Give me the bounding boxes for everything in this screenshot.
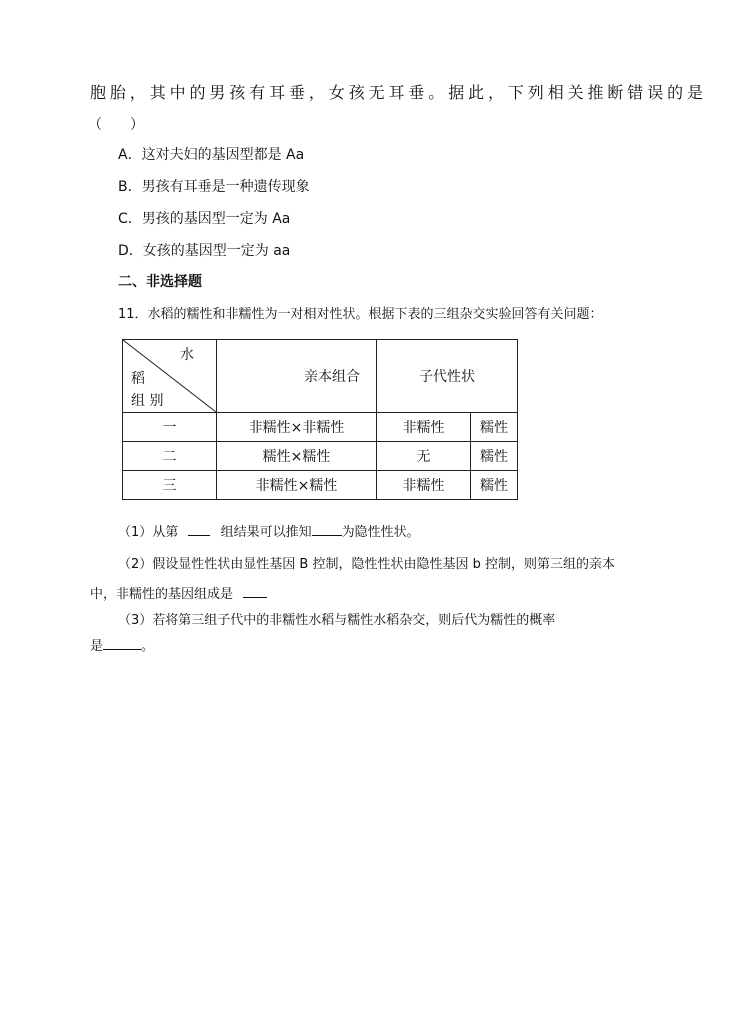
table-row [123,471,518,500]
header-offspring-traits: 子代性状 [377,340,518,413]
sub3-text-b: 。 [141,639,155,654]
q10-option-b: B．男孩有耳垂是一种遗传现象 [118,179,310,195]
group-cell: 三 [123,471,217,500]
offspring-cell: 无 [377,442,471,471]
q11-sub1 [118,521,420,540]
q10-option-d: D．女孩的基因型一定为 aa [118,243,291,259]
q11-sub3-line1: （3）若将第三组子代中的非糯性水稻与糯性水稻杂交，则后代为糯性的概率 [118,613,556,628]
q11-sub2-line2 [90,583,267,602]
sub1-text-a: （1）从第 [118,525,179,540]
corner-label-mid: 稻 [131,371,145,387]
q10-option-a: A．这对夫妇的基因型都是 Aa [118,147,305,163]
sub1-text-b: 组结果可以推知 [220,525,312,540]
sub3-text-a: 是 [90,639,104,654]
q11-sub2-line1: （2）假设显性性状由显性基因 B 控制，隐性性状由隐性基因 b 控制，则第三组的亲本 [118,557,615,572]
corner-label-bottom: 组 别 [131,393,164,409]
sub1-text-c: 为隐性性状。 [341,525,420,540]
answer-blank-probability[interactable] [103,635,141,650]
q10-stem-line: 胞胎，其中的男孩有耳垂，女孩无耳垂。据此，下列相关推断错误的是 [90,83,707,102]
header-parent-combination: 亲本组合 [217,340,377,413]
offspring-cell: 非糯性 [377,413,471,442]
table-row [123,442,518,471]
offspring-cell: 糯性 [471,413,518,442]
offspring-cell: 非糯性 [377,471,471,500]
q11-sub3-line2 [90,635,154,654]
group-cell: 二 [123,442,217,471]
section-heading: 二、非选择题 [118,274,202,290]
answer-blank-genotype[interactable] [243,583,267,598]
q11-stem: 11．水稻的糯性和非糯性为一对相对性状。根据下表的三组杂交实验回答有关问题： [118,307,603,322]
group-cell: 一 [123,413,217,442]
q10-option-c: C．男孩的基因型一定为 Aa [118,211,291,227]
cross-experiment-table [122,339,518,500]
answer-blank-group[interactable] [188,521,210,536]
parents-cell: 糯性×糯性 [217,442,377,471]
sub2-text: 中，非糯性的基因组成是 [90,587,234,602]
offspring-cell: 糯性 [471,442,518,471]
offspring-cell: 糯性 [471,471,518,500]
table-corner-cell [123,340,217,413]
answer-blank-trait[interactable] [312,521,342,536]
parents-cell: 非糯性×糯性 [217,471,377,500]
parents-cell: 非糯性×非糯性 [217,413,377,442]
q10-answer-paren: （ ） [88,117,144,133]
table-row [123,413,518,442]
corner-label-top: 水 [180,347,194,363]
